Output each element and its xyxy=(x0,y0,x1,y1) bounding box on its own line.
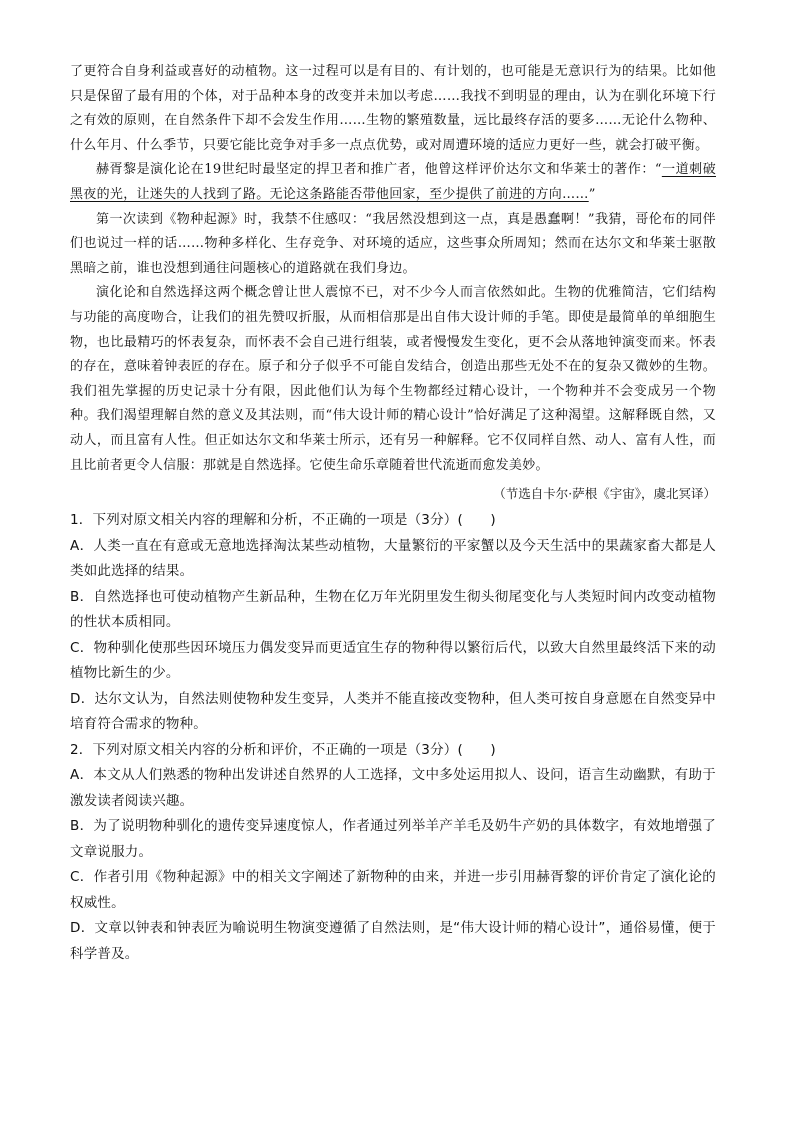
option-d: D．文章以钟表和钟表匠为喻说明生物演变遵循了自然法则，是“伟大设计师的精心设计”，通俗易懂，便于科学普及。 xyxy=(70,920,716,962)
option-a: A．人类一直在有意或无意地选择淘汰某些动植物，大量繁衍的平家蟹以及今天生活中的果蔬家畜大都是人类如此选择的结果。 xyxy=(70,537,716,580)
option-d: D．达尔文认为，自然法则使物种发生变异，人类并不能直接改变物种，但人类可按自身意愿在自然变异中培育符合需求的物种。 xyxy=(70,690,716,733)
option-b: B．为了说明物种驯化的遗传变异速度惊人，作者通过列举羊产羊毛及奶牛产奶的具体数字，有效地增强了文章说服力。 xyxy=(70,818,716,860)
option-c: C．作者引用《物种起源》中的相关文字阐述了新物种的由来，并进一步引用赫胥黎的评价肯定了演化论的权威性。 xyxy=(70,869,716,911)
question-2 xyxy=(70,738,716,968)
option-a: A．本文从人们熟悉的物种出发讲述自然界的人工选择，文中多处运用拟人、设问，语言生动幽默，有助于激发读者阅读兴趣。 xyxy=(70,767,716,809)
reading-passage xyxy=(70,60,716,506)
paragraph-2-close: ” xyxy=(588,186,596,202)
question-stem: 2．下列对原文相关内容的分析和评价，不正确的一项是（3分）( ) xyxy=(70,741,496,758)
underlined-quote: 一道刺破黑夜的光，让迷失的人找到了路。无论这条路能否带他回家，至少提供了前进的方向…… xyxy=(70,162,716,202)
source-citation: （节选自卡尔·萨根《宇宙》，虞北冥译） xyxy=(493,486,716,502)
paragraph-2-lead: 赫胥黎是演化论在19世纪时最坚定的捍卫者和推广者，他曾这样评价达尔文和华莱士的著作：“ xyxy=(96,162,662,178)
document-page xyxy=(70,60,716,967)
passage-paragraph-2 xyxy=(70,158,716,207)
option-b: B．自然选择也可使动植物产生新品种，生物在亿万年光阴里发生彻头彻尾变化与人类短时间内改变动植物的性状本质相同。 xyxy=(70,588,716,631)
question-section xyxy=(70,508,716,967)
passage-paragraph-4: 演化论和自然选择这两个概念曾让世人震惊不已，对不少今人而言依然如此。生物的优雅简洁，它们结构与功能的高度吻合，让我们的祖先赞叹折服，从而相信那是出自伟大设计师的手笔。即使是最简单的单细胞生物，也比最精巧的怀表复杂，而怀表不会自己进行组装，或者慢慢发生变化，更不会从落地钟演变而来。怀表的存在，意味着钟表匠的存在。原子和分子似乎不可能自发结合，创造出那些无处不在的复杂又微妙的生物。我们祖先掌握的历史记录十分有限，因此他们认为每个生物都经过精心设计，一个物种并不会变成另一个物种。我们渴望理解自然的意义及其法则，而“伟大设计师的精心设计”恰好满足了这种渴望。这解释既自然，又动人，而且富有人性。但正如达尔文和华莱士所示，还有另一种解释。它不仅同样自然、动人、富有人性，而且比前者更令人信服：那就是自然选择。它使生命乐章随着世代流逝而愈发美妙。 xyxy=(70,285,716,473)
question-stem: 1．下列对原文相关内容的理解和分析，不正确的一项是（3分）( ) xyxy=(70,512,496,529)
passage-paragraph-1: 了更符合自身利益或喜好的动植物。这一过程可以是有目的、有计划的，也可能是无意识行为的结果。比如他只是保留了最有用的个体，对于品种本身的改变并未加以考虑……我找不到明显的理由，认为在驯化环境下行之有效的原则，在自然条件下却不会发生作用……生物的繁殖数量，远比最终存活的要多……无论什么物种、什么年月、什么季节，只要它能比竞争对手多一点点优势，或对周遭环境的适应力更好一些，就会打破平衡。 xyxy=(70,64,716,153)
question-1 xyxy=(70,508,716,738)
option-c: C．物种驯化使那些因环境压力偶发变异而更适宜生存的物种得以繁衍后代，以致大自然里最终活下来的动植物比新生的少。 xyxy=(70,639,716,682)
passage-paragraph-3: 第一次读到《物种起源》时，我禁不住感叹：“我居然没想到这一点，真是愚蠢啊！”我猜，哥伦布的同伴们也说过一样的话……物种多样化、生存竞争、对环境的适应，这些事众所周知；然而在达尔文和华莱士驱散黑暗之前，谁也没想到通往问题核心的道路就在我们身边。 xyxy=(70,211,716,276)
